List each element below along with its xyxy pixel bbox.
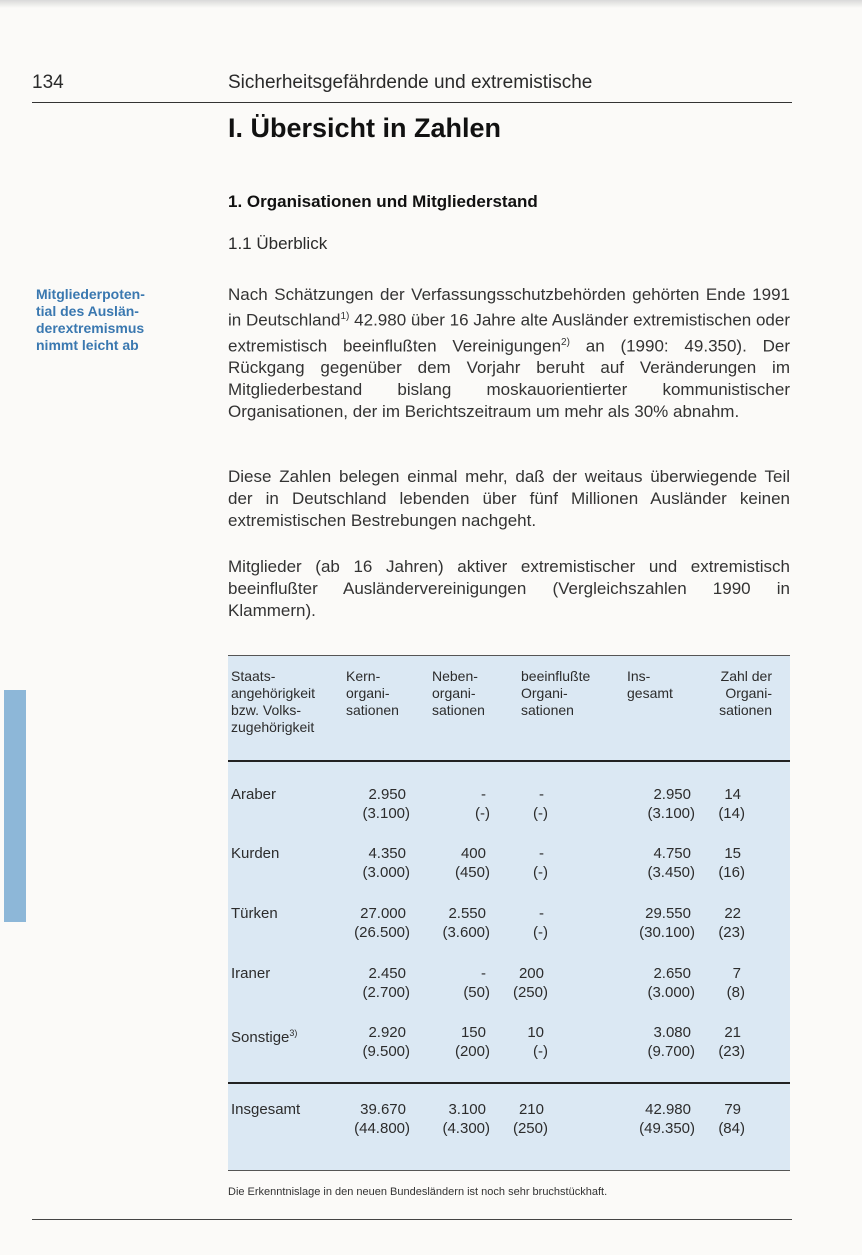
paragraph-2: Diese Zahlen belegen einmal mehr, daß der weitaus überwiegende Teil der in Deutschland lebenden über fünf Millionen Ausländer keinen extremistischen Bestrebungen nachgeht. [228, 467, 790, 530]
table-top-rule [228, 655, 790, 656]
subsubsection-heading: 1.1 Überblick [228, 234, 328, 253]
row-label-text: Iraner [231, 965, 271, 982]
margin-note-line: Mitgliederpoten- [36, 286, 145, 302]
scan-top-shadow [0, 0, 862, 8]
table-cell-kern: 2.950 [368, 786, 406, 803]
footnote-marker-2: 2) [561, 336, 570, 348]
paragraph-1 [228, 284, 790, 423]
margin-note-line: derextremismus [36, 320, 145, 336]
margin-note-line: tial des Auslän- [36, 303, 139, 319]
table-cell-zahl: (8) [726, 984, 745, 1001]
table-cell-zahl: 14 [724, 786, 741, 803]
table-cell-neben: 2.550 [448, 905, 486, 922]
column-header-kern: Kern- organi- sationen [346, 668, 399, 718]
table-cell-kern: 2.450 [368, 965, 406, 982]
table-cell-beeinfl: - [539, 845, 544, 862]
table-cell-neben: (50) [463, 984, 490, 1001]
row-label [231, 905, 341, 923]
table-cell-beeinfl: 10 [527, 1024, 544, 1041]
column-header-nationality: Staats- angehörigkeit bzw. Volks- zugehörigkeit [231, 668, 316, 735]
column-header-beeinflusst: beeinflußte Organi- sationen [521, 668, 591, 718]
table-footnote: Die Erkenntnislage in den neuen Bundesländern ist noch sehr bruchstückhaft. [228, 1186, 608, 1198]
table-cell-kern: 4.350 [368, 845, 406, 862]
table-cell-neben: 150 [460, 1024, 486, 1041]
table-cell-neben: (3.600) [442, 924, 490, 941]
table-cell-neben: - [481, 786, 486, 803]
table-cell-neben: (-) [475, 805, 490, 822]
table-cell-neben: - [481, 965, 486, 982]
table-cell-neben: (200) [454, 1043, 490, 1060]
table-cell-ins: 42.980 [645, 1101, 691, 1118]
row-label [231, 1024, 341, 1047]
table-cell-beeinfl: (-) [533, 924, 548, 941]
table-cell-zahl: (84) [718, 1120, 745, 1137]
section-heading: I. Übersicht in Zahlen [228, 113, 502, 143]
table-cell-zahl: (23) [718, 924, 745, 941]
table-cell-ins: (3.000) [647, 984, 695, 1001]
column-header-neben: Neben- organi- sationen [432, 668, 485, 718]
table-cell-ins: (3.100) [647, 805, 695, 822]
table-cell-beeinfl: 210 [518, 1101, 544, 1118]
table-header-rule [228, 760, 790, 762]
table-cell-ins: (49.350) [639, 1120, 695, 1137]
running-head: Sicherheitsgefährdende und extremistische [228, 72, 593, 93]
table-bottom-rule [228, 1170, 790, 1171]
row-label-footnote-marker: 3) [289, 1028, 298, 1038]
table-cell-neben: (4.300) [442, 1120, 490, 1137]
table-cell-ins: 4.750 [653, 845, 691, 862]
table-cell-ins: 2.650 [653, 965, 691, 982]
column-header-zahl: Zahl der Organi- sationen [719, 668, 772, 718]
paragraph-1-text-b: 42.980 über 16 Jahre alte Ausländer extremistischen oder extremistisch beeinflußten Vereinigungen [228, 310, 790, 356]
table-cell-zahl: (23) [718, 1043, 745, 1060]
table-cell-zahl: (16) [718, 864, 745, 881]
table-cell-beeinfl: (-) [533, 864, 548, 881]
table-cell-ins: (30.100) [639, 924, 695, 941]
footer-rule [32, 1219, 792, 1220]
table-cell-ins: 3.080 [653, 1024, 691, 1041]
table-cell-beeinfl: (-) [533, 805, 548, 822]
footnote-marker-1: 1) [340, 311, 350, 322]
table-cell-ins: 29.550 [645, 905, 691, 922]
paragraph-1-text-c: an (1990: 49.350). Der Rückgang gegenüber dem Vorjahr beruht auf Veränderungen im Mitgliederbestand bislang moskauorientierter kommunistischer Organisationen, der im Berichtszeitraum um mehr als 30% abnahm. [228, 336, 791, 422]
table-cell-ins: (9.700) [647, 1043, 695, 1060]
row-label [231, 845, 341, 863]
table-cell-beeinfl: - [539, 786, 544, 803]
margin-note-line: nimmt leicht ab [36, 337, 139, 353]
table-cell-kern: 2.920 [368, 1024, 406, 1041]
table-cell-beeinfl: - [539, 905, 544, 922]
table-cell-kern: (26.500) [354, 924, 410, 941]
row-label-text: Türken [231, 905, 278, 922]
table-cell-kern: (44.800) [354, 1120, 410, 1137]
table-cell-neben: (450) [454, 864, 490, 881]
row-label [231, 1101, 341, 1119]
table-cell-kern: (3.100) [362, 805, 410, 822]
margin-note [36, 286, 186, 354]
table-cell-zahl: 7 [732, 965, 741, 982]
table-cell-kern: (3.000) [362, 864, 410, 881]
subsection-heading: 1. Organisationen und Mitgliederstand [228, 192, 538, 211]
table-cell-zahl: 21 [724, 1024, 741, 1041]
table-total-rule [228, 1082, 790, 1084]
table-cell-kern: (9.500) [362, 1043, 410, 1060]
row-label-text: Sonstige [231, 1029, 290, 1046]
table-cell-neben: 3.100 [448, 1101, 486, 1118]
page-number: 134 [32, 72, 64, 93]
table-cell-kern: 39.670 [360, 1101, 406, 1118]
row-label-text: Kurden [231, 845, 280, 862]
row-label [231, 786, 341, 804]
table-cell-kern: 27.000 [360, 905, 406, 922]
table-cell-neben: 400 [460, 845, 486, 862]
row-label [231, 965, 341, 983]
table-cell-beeinfl: (250) [512, 984, 548, 1001]
margin-color-bar [4, 690, 26, 922]
row-label-text: Araber [231, 786, 277, 803]
header-rule [32, 102, 792, 103]
table-cell-kern: (2.700) [362, 984, 410, 1001]
table-cell-zahl: 15 [724, 845, 741, 862]
table-cell-ins: (3.450) [647, 864, 695, 881]
table-cell-zahl: 79 [724, 1101, 741, 1118]
paragraph-3: Mitglieder (ab 16 Jahren) aktiver extremistischer und extremistisch beeinflußter Ausländervereinigungen (Vergleichszahlen 1990 in Klammern). [228, 557, 790, 620]
table-cell-zahl: 22 [724, 905, 741, 922]
table-cell-beeinfl: (-) [533, 1043, 548, 1060]
paragraph-1-text-a: Nach Schätzungen der Verfassungsschutzbehörden gehörten Ende 1991 in Deutschland [228, 285, 790, 330]
row-label-text: Insgesamt [231, 1101, 301, 1118]
table-cell-beeinfl: (250) [512, 1120, 548, 1137]
table-cell-ins: 2.950 [653, 786, 691, 803]
table-cell-zahl: (14) [718, 805, 745, 822]
table-cell-beeinfl: 200 [518, 965, 544, 982]
column-header-insgesamt: Ins- gesamt [627, 668, 673, 701]
